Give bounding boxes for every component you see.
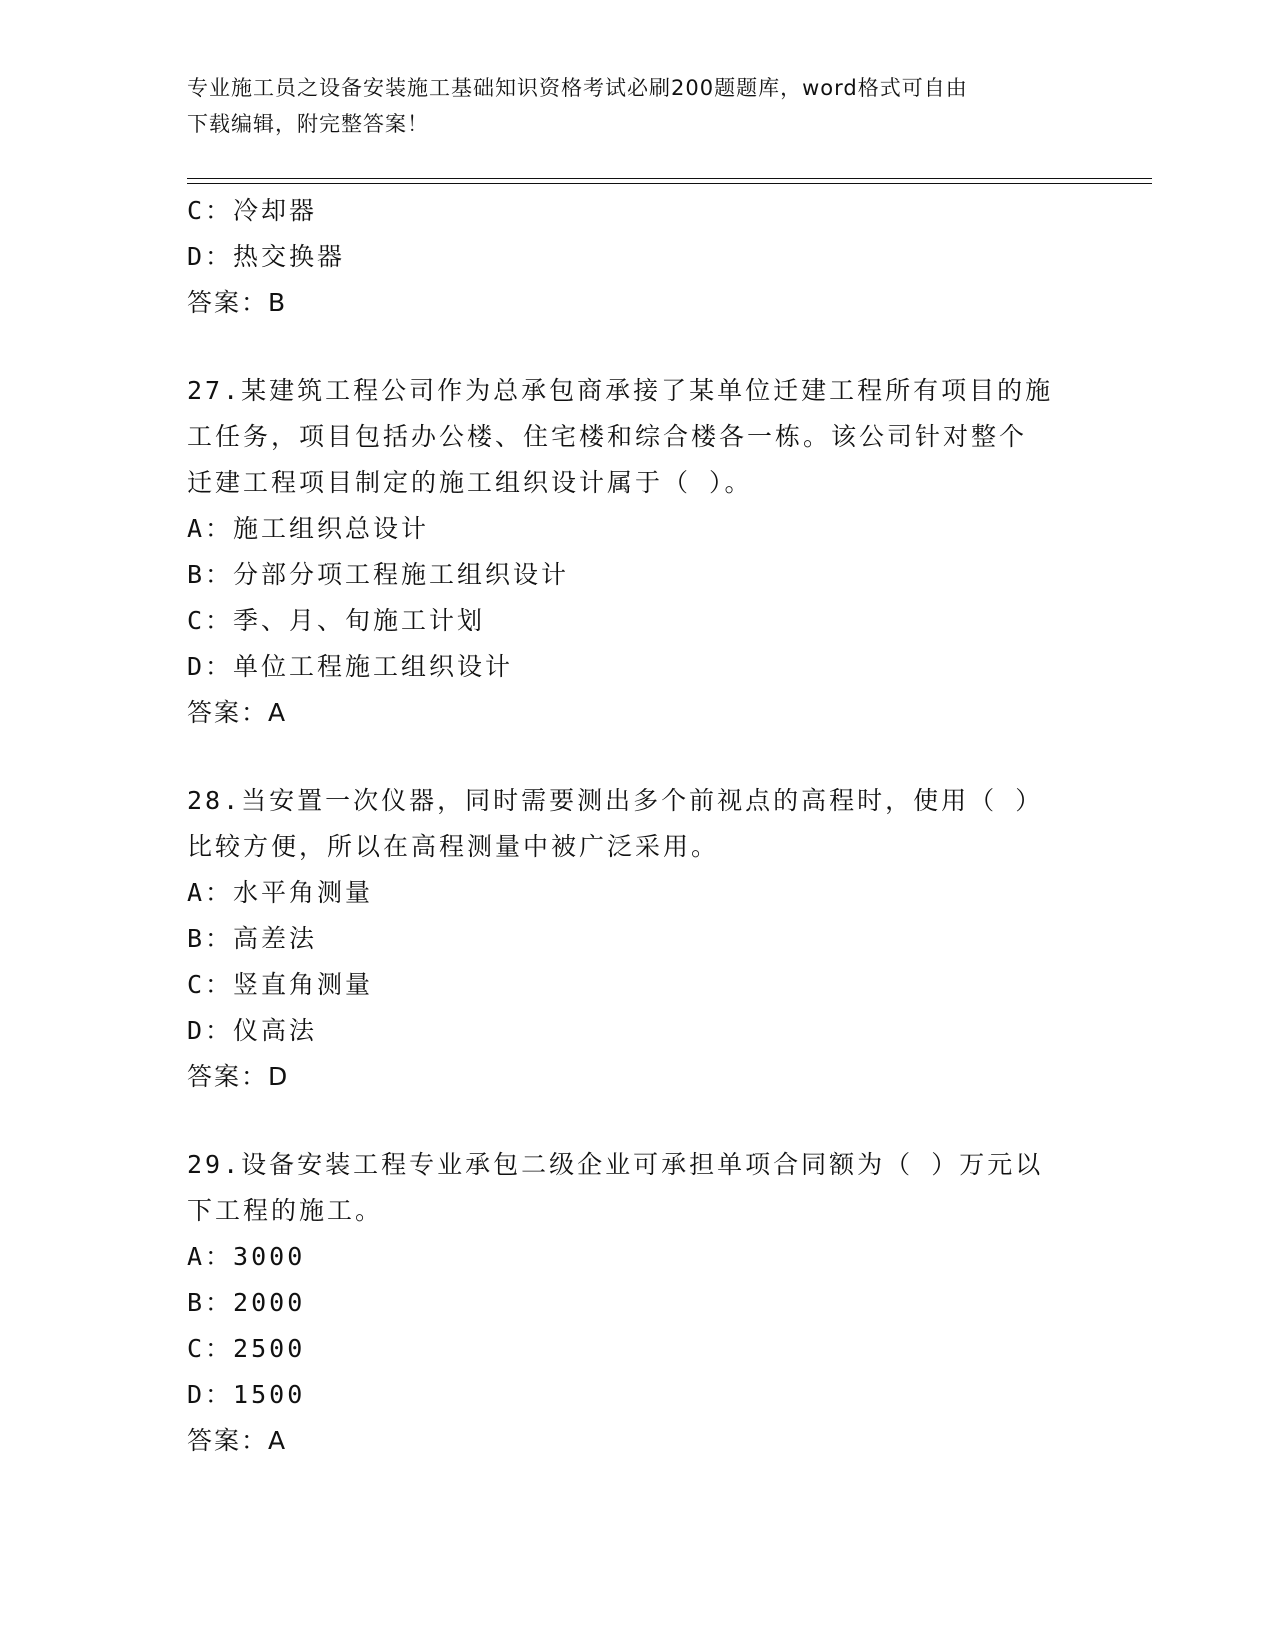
- answer-line: 答案：D: [187, 1062, 290, 1091]
- option-c: C：冷却器: [187, 196, 318, 225]
- option-a: A：3000: [187, 1242, 306, 1271]
- question-stem-line: 工任务，项目包括办公楼、住宅楼和综合楼各一栋。该公司针对整个: [187, 422, 1028, 451]
- option-d: D：单位工程施工组织设计: [187, 652, 514, 681]
- answer-line: 答案：A: [187, 698, 288, 727]
- question-stem-line: 下工程的施工。: [187, 1196, 384, 1225]
- option-c: C：2500: [187, 1334, 306, 1363]
- question-29: [187, 1142, 1087, 1464]
- option-b: B：分部分项工程施工组织设计: [187, 560, 570, 589]
- option-b: B：高差法: [187, 924, 318, 953]
- question-stem-line: 比较方便，所以在高程测量中被广泛采用。: [187, 832, 720, 861]
- question-27: [187, 368, 1087, 736]
- answer-line: 答案：B: [187, 288, 288, 317]
- previous-question-tail: [187, 188, 1087, 326]
- question-stem-line: 迁建工程项目制定的施工组织设计属于（ ）。: [187, 468, 753, 497]
- option-a: A：水平角测量: [187, 878, 374, 907]
- option-d: D：1500: [187, 1380, 306, 1409]
- question-stem-line: 29.设备安装工程专业承包二级企业可承担单项合同额为（ ）万元以: [187, 1150, 1044, 1179]
- question-stem-line: 27.某建筑工程公司作为总承包商承接了某单位迁建工程所有项目的施: [187, 376, 1054, 405]
- option-c: C：季、月、旬施工计划: [187, 606, 486, 635]
- option-d: D：热交换器: [187, 242, 346, 271]
- option-a: A：施工组织总设计: [187, 514, 430, 543]
- question-28: [187, 778, 1087, 1100]
- header-line-1: 专业施工员之设备安装施工基础知识资格考试必刷200题题库，word格式可自由: [187, 76, 968, 100]
- document-body: [187, 188, 1087, 1464]
- option-b: B：2000: [187, 1288, 306, 1317]
- document-header: [187, 70, 1067, 142]
- answer-line: 答案：A: [187, 1426, 288, 1455]
- header-divider-top: [187, 178, 1152, 179]
- option-d: D：仪高法: [187, 1016, 318, 1045]
- option-c: C：竖直角测量: [187, 970, 374, 999]
- question-stem-line: 28.当安置一次仪器，同时需要测出多个前视点的高程时，使用（ ）: [187, 786, 1044, 815]
- header-line-2: 下载编辑，附完整答案！: [187, 112, 429, 136]
- header-divider-bottom: [187, 183, 1152, 184]
